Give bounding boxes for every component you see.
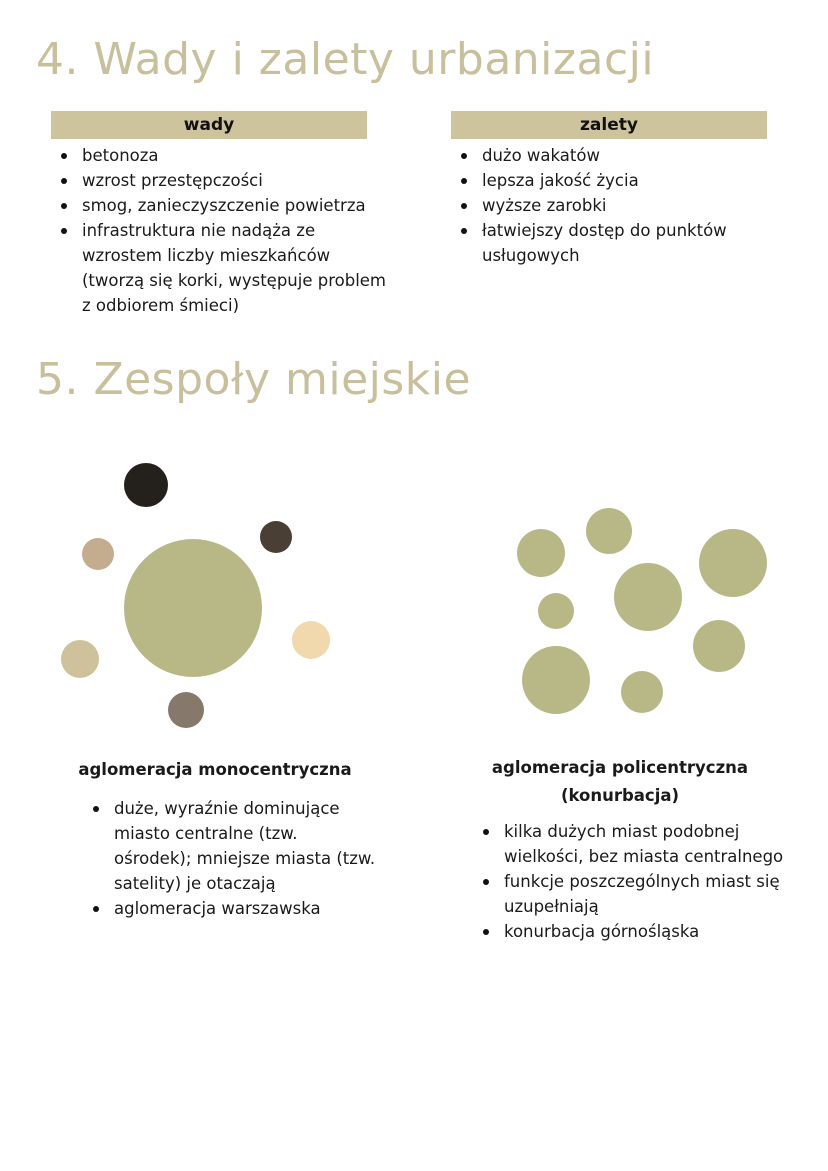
agglomeration-diagrams: [0, 440, 828, 740]
list-item: funkcje poszczególnych miast się uzupełniają: [478, 869, 798, 919]
wady-header: wady: [51, 111, 367, 139]
list-item: betonoza: [56, 143, 386, 168]
list-item: infrastruktura nie nadąża ze wzrostem liczby mieszkańców (tworzą się korki, występuje problem z odbiorem śmieci): [56, 218, 386, 318]
central-city-circle: [124, 539, 262, 677]
satellite-circle: [124, 463, 168, 507]
list-item: dużo wakatów: [456, 143, 756, 168]
list-item: lepsza jakość życia: [456, 168, 756, 193]
satellite-circle: [82, 538, 114, 570]
section-4-title: 4. Wady i zalety urbanizacji: [36, 34, 655, 85]
satellite-circle: [260, 521, 292, 553]
satellite-circle: [292, 621, 330, 659]
list-item: wyższe zarobki: [456, 193, 756, 218]
zalety-header: zalety: [451, 111, 767, 139]
city-circle: [621, 671, 663, 713]
city-circle: [517, 529, 565, 577]
satellite-circle: [168, 692, 204, 728]
monocentric-list: [88, 796, 378, 921]
city-circle: [699, 529, 767, 597]
city-circle: [614, 563, 682, 631]
city-circle: [693, 620, 745, 672]
polycentric-title-line1: aglomeracja policentryczna: [491, 758, 749, 777]
city-circle: [586, 508, 632, 554]
polycentric-title-line2: (konurbacja): [560, 786, 680, 805]
polycentric-title: [480, 754, 760, 810]
list-item: kilka dużych miast podobnej wielkości, bez miasta centralnego: [478, 819, 798, 869]
section-5-title: 5. Zespoły miejskie: [36, 354, 472, 405]
monocentric-title: aglomeracja monocentryczna: [78, 760, 352, 779]
satellite-circle: [61, 640, 99, 678]
city-circle: [538, 593, 574, 629]
list-item: wzrost przestępczości: [56, 168, 386, 193]
list-item: smog, zanieczyszczenie powietrza: [56, 193, 386, 218]
list-item: łatwiejszy dostęp do punktów usługowych: [456, 218, 756, 268]
list-item: aglomeracja warszawska: [88, 896, 378, 921]
polycentric-list: [478, 819, 798, 944]
polycentric-diagram: [517, 508, 767, 714]
list-item: konurbacja górnośląska: [478, 919, 798, 944]
monocentric-diagram: [61, 463, 330, 728]
list-item: duże, wyraźnie dominujące miasto centralne (tzw. ośrodek); mniejsze miasta (tzw. satelity) je otaczają: [88, 796, 378, 896]
city-circle: [522, 646, 590, 714]
zalety-list: [456, 143, 756, 268]
wady-list: [56, 143, 386, 318]
